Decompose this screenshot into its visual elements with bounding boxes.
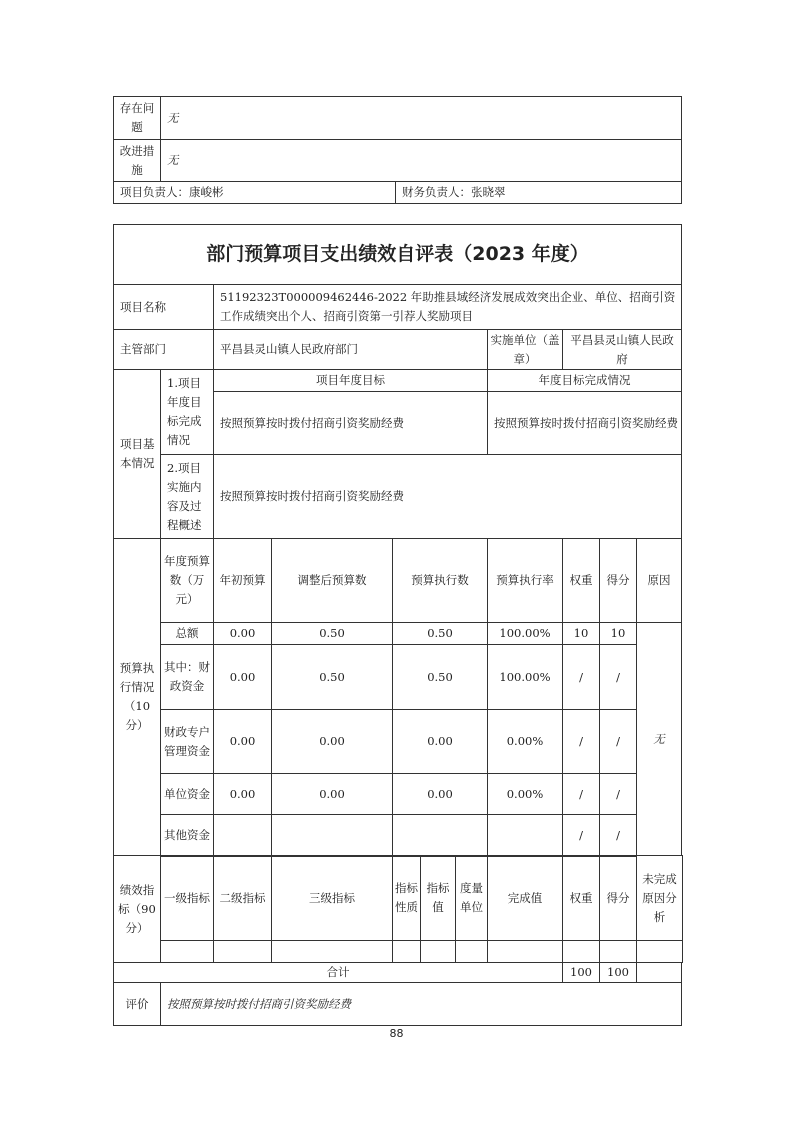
budget-header: 权重	[562, 538, 600, 623]
perf-cell	[420, 940, 456, 963]
perf-cell	[271, 940, 393, 963]
page-title: 部门预算项目支出绩效自评表（2023 年度）	[113, 224, 682, 285]
project-name-label: 项目名称	[113, 284, 214, 330]
perf-header: 权重	[562, 855, 600, 941]
total-weight: 100	[562, 962, 600, 983]
perf-cell	[213, 940, 272, 963]
dept-value: 平昌县灵山镇人民政府部门	[213, 329, 488, 370]
budget-cell	[392, 814, 488, 857]
budget-cell: 0.00	[213, 709, 272, 774]
eval-value: 按照预算按时拨付招商引资奖励经费	[160, 982, 682, 1026]
budget-header: 得分	[599, 538, 637, 623]
budget-cell: 0.00	[392, 709, 488, 774]
budget-cell: /	[562, 709, 600, 774]
budget-header: 预算执行率	[487, 538, 563, 623]
perf-cell	[487, 940, 563, 963]
budget-cell	[213, 814, 272, 857]
budget-cell: /	[562, 814, 600, 857]
finance-leader: 财务负责人：张晓翠	[395, 181, 682, 204]
budget-reason: 无	[636, 622, 682, 856]
budget-cell: 10	[599, 622, 637, 645]
budget-cell: /	[599, 709, 637, 774]
done-value: 按照预算按时拨付招商引资奖励经费	[487, 391, 682, 455]
total-label: 合计	[113, 962, 563, 983]
budget-cell: 0.50	[271, 622, 393, 645]
page-number: 88	[389, 1027, 404, 1040]
budget-row-label: 其他资金	[160, 814, 214, 857]
perf-cell	[599, 940, 637, 963]
budget-cell	[271, 814, 393, 857]
budget-label: 预算执行情况（10分）	[113, 538, 161, 856]
basic-label: 项目基本情况	[113, 369, 161, 539]
budget-cell: 0.50	[392, 622, 488, 645]
budget-cell: /	[599, 814, 637, 857]
unit-label: 实施单位（盖章）	[487, 329, 563, 370]
total-score: 100	[599, 962, 637, 983]
budget-header: 年初预算	[213, 538, 272, 623]
perf-header: 指标性质	[392, 855, 421, 941]
goal-header: 项目年度目标	[213, 369, 488, 392]
budget-header: 预算执行数	[392, 538, 488, 623]
perf-label: 绩效指标（90分）	[113, 855, 161, 963]
perf-cell	[455, 940, 488, 963]
budget-cell: 0.00	[392, 773, 488, 815]
budget-cell: 10	[562, 622, 600, 645]
budget-cell: 0.00	[213, 773, 272, 815]
budget-cell: 100.00%	[487, 644, 563, 710]
budget-cell: 0.00	[213, 622, 272, 645]
goal-label: 1.项目年度目标完成情况	[160, 369, 214, 455]
budget-cell: 0.50	[271, 644, 393, 710]
done-header: 年度目标完成情况	[487, 369, 682, 392]
budget-cell: 0.00%	[487, 773, 563, 815]
budget-row-label: 其中：财政资金	[160, 644, 214, 710]
budget-cell: 0.00%	[487, 709, 563, 774]
budget-header: 原因	[636, 538, 682, 623]
budget-cell: /	[562, 644, 600, 710]
budget-row-label: 单位资金	[160, 773, 214, 815]
budget-cell: /	[599, 644, 637, 710]
perf-cell	[562, 940, 600, 963]
perf-cell	[636, 940, 683, 963]
budget-cell: /	[562, 773, 600, 815]
budget-row-label: 财政专户管理资金	[160, 709, 214, 774]
goal-value: 按照预算按时拨付招商引资奖励经费	[213, 391, 488, 455]
budget-cell: 0.00	[271, 709, 393, 774]
improve-value: 无	[160, 139, 682, 182]
budget-cell: 100.00%	[487, 622, 563, 645]
budget-header: 年度预算数（万元）	[160, 538, 214, 623]
improve-label: 改进措施	[113, 139, 161, 182]
project-name-value: 51192323T000009462446-2022 年助推县域经济发展成效突出企业、单位、招商引资工作成绩突出个人、招商引资第一引荐人奖励项目	[213, 284, 682, 330]
impl-value: 按照预算按时拨付招商引资奖励经费	[213, 454, 682, 539]
total-reason	[636, 962, 682, 983]
perf-header: 完成值	[487, 855, 563, 941]
perf-header: 指标值	[420, 855, 456, 941]
budget-cell: /	[599, 773, 637, 815]
budget-header: 调整后预算数	[271, 538, 393, 623]
budget-cell: 0.50	[392, 644, 488, 710]
perf-header: 得分	[599, 855, 637, 941]
eval-label: 评价	[113, 982, 161, 1026]
perf-header: 一级指标	[160, 855, 214, 941]
problem-label: 存在问题	[113, 96, 161, 140]
perf-header: 二级指标	[213, 855, 272, 941]
perf-cell	[160, 940, 214, 963]
perf-header: 未完成原因分析	[636, 855, 683, 941]
perf-header: 度量单位	[455, 855, 488, 941]
impl-label: 2.项目实施内容及过程概述	[160, 454, 214, 539]
unit-value: 平昌县灵山镇人民政府	[562, 329, 682, 370]
problem-value: 无	[160, 96, 682, 140]
budget-cell	[487, 814, 563, 857]
budget-cell: 0.00	[213, 644, 272, 710]
budget-cell: 0.00	[271, 773, 393, 815]
perf-header: 三级指标	[271, 855, 393, 941]
budget-row-label: 总额	[160, 622, 214, 645]
dept-label: 主管部门	[113, 329, 214, 370]
perf-cell	[392, 940, 421, 963]
project-leader: 项目负责人：康峻彬	[113, 181, 396, 204]
